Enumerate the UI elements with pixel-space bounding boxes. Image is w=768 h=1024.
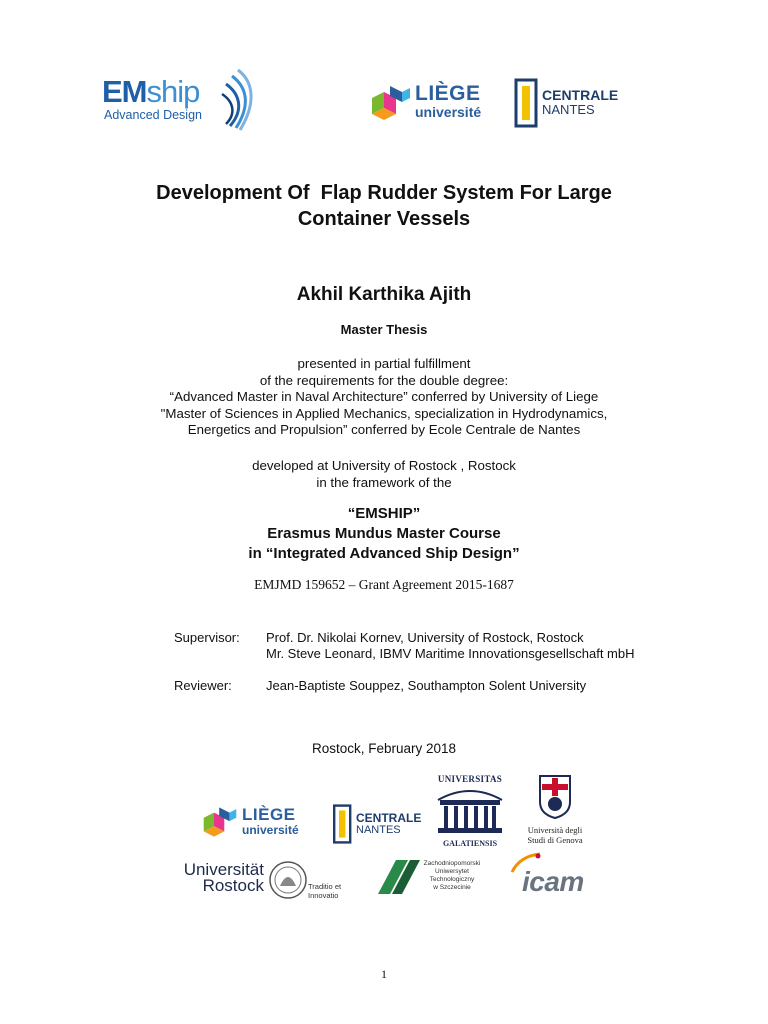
centrale-name: CENTRALE <box>542 87 619 103</box>
presented-line: Energetics and Propulsion” conferred by Ecole Centrale de Nantes <box>187 422 581 437</box>
rostock-seal-icon <box>268 860 308 900</box>
supervisor-label: Supervisor: <box>174 630 240 645</box>
presented-line: of the requirements for the double degree: <box>259 372 509 388</box>
thesis-title <box>0 180 768 232</box>
emship-subtitle: Advanced Design <box>104 108 202 122</box>
centrale-logo-bottom <box>332 804 428 852</box>
genova-logo <box>524 774 586 845</box>
program-line: in “Integrated Advanced Ship Design” <box>248 545 520 562</box>
liege-name: LIÈGE <box>415 82 481 105</box>
presented-paragraph <box>0 356 768 439</box>
rostock-motto: Traditio et Innovatio <box>308 882 342 900</box>
place-date: Rostock, February 2018 <box>311 741 457 756</box>
emship-logo <box>100 68 260 136</box>
rostock-line-2: Rostock <box>202 876 264 895</box>
presented-line: presented in partial fulfillment <box>297 356 471 371</box>
reviewer-label: Reviewer: <box>174 678 232 693</box>
galatiensis-bottom-text: GALATIENSIS <box>442 839 498 848</box>
genova-line: Università degli <box>527 825 583 835</box>
thesis-type: Master Thesis <box>340 322 428 337</box>
centrale-bracket-icon <box>514 78 540 128</box>
szczecin-line: w Szczecinie <box>433 884 471 891</box>
emship-em-text: EM <box>102 74 147 109</box>
page-number: 1 <box>381 967 387 981</box>
centrale-logo-top <box>514 78 624 126</box>
grant-agreement: EMJMD 159652 – Grant Agreement 2015-1687 <box>254 577 514 592</box>
liege-university: université <box>415 104 482 120</box>
szczecin-stripes-icon <box>374 856 424 898</box>
liege-logo-top <box>370 82 500 122</box>
title-line-2: Container Vessels <box>297 208 471 230</box>
program-line: Erasmus Mundus Master Course <box>267 525 501 542</box>
reviewer-name: Jean-Baptiste Souppez, Southampton Solent University <box>266 678 587 693</box>
centrale-city: NANTES <box>356 823 401 836</box>
supervisor-names <box>266 630 635 662</box>
author-name: Akhil Karthika Ajith <box>296 284 472 305</box>
centrale-city: NANTES <box>542 101 595 117</box>
centrale-bracket-icon <box>332 804 354 844</box>
genova-line: Studi di Genova <box>527 835 583 845</box>
liege-cubes-icon <box>202 804 238 840</box>
liege-cubes-icon <box>370 82 412 124</box>
galatiensis-logo <box>430 774 510 846</box>
centrale-name: CENTRALE <box>356 811 422 825</box>
presented-line: "Master of Sciences in Applied Mechanics, specialization in Hydrodynamics, <box>160 405 608 421</box>
developed-paragraph <box>0 458 768 491</box>
emship-wordmark <box>102 74 199 110</box>
rostock-line-1: Universität <box>183 860 264 879</box>
developed-line: in the framework of the <box>316 474 452 490</box>
supervisor-line: Prof. Dr. Nikolai Kornev, University of Rostock, Rostock <box>266 630 584 645</box>
emship-swirl-icon <box>218 68 260 134</box>
szczecin-logo <box>374 856 504 900</box>
program-line: “EMSHIP” <box>347 505 421 522</box>
genova-shield-icon <box>538 774 572 820</box>
title-line-1: Development Of Flap Rudder System For Large <box>156 182 612 204</box>
szczecin-line: Zachodniopomorski <box>423 860 481 867</box>
developed-line: developed at University of Rostock , Rostock <box>252 458 516 473</box>
icam-wordmark: icam <box>522 866 584 897</box>
galatiensis-top-text: UNIVERSITAS <box>437 774 503 784</box>
university-building-icon <box>434 784 506 836</box>
rostock-logo <box>178 860 366 906</box>
icam-logo <box>508 852 604 902</box>
szczecin-line: Technologiczny <box>429 876 475 883</box>
supervisor-line: Mr. Steve Leonard, IBMV Maritime Innovationsgesellschaft mbH <box>266 646 635 661</box>
program-heading <box>0 504 768 564</box>
presented-line: “Advanced Master in Naval Architecture” conferred by University of Liege <box>169 389 599 404</box>
szczecin-line: Uniwersytet <box>435 868 469 875</box>
liege-university: université <box>242 823 299 837</box>
emship-ship-text: ship <box>146 74 200 109</box>
liege-name: LIÈGE <box>242 805 296 824</box>
liege-logo-bottom <box>202 804 322 844</box>
